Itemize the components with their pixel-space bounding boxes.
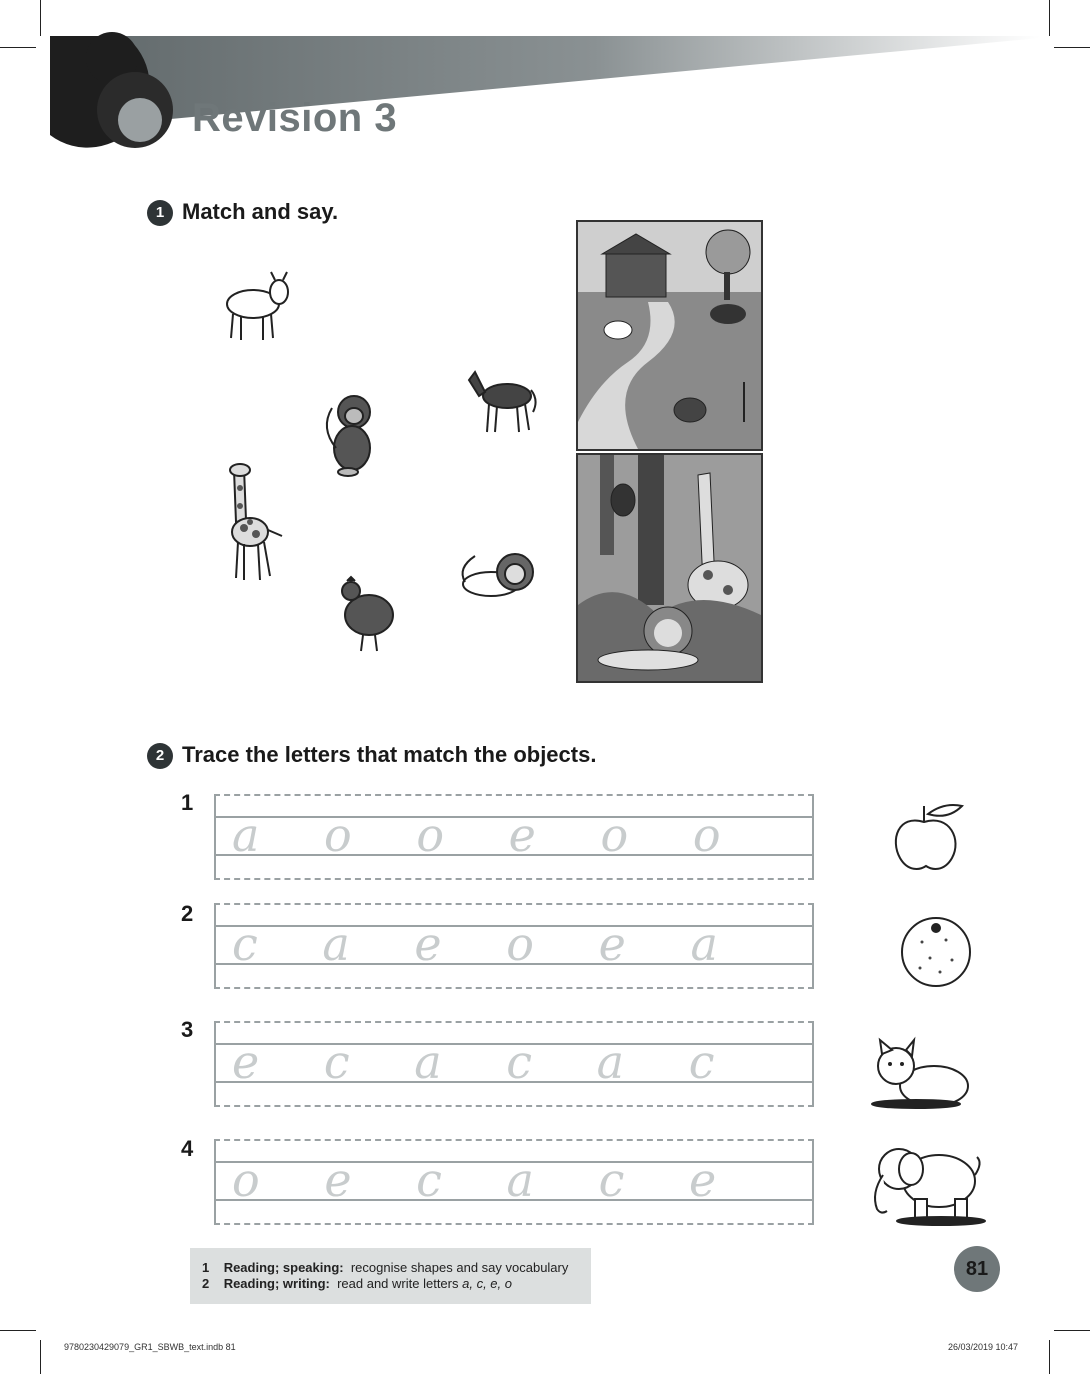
header-banner bbox=[0, 0, 1090, 160]
jungle-scene-panel bbox=[576, 453, 763, 683]
trace-letters[interactable]: c a e o e a bbox=[232, 917, 738, 971]
cat-icon bbox=[866, 1036, 976, 1112]
note-label: Reading; speaking: bbox=[223, 1260, 344, 1275]
exercise-2-instruction: Trace the letters that match the objects. bbox=[182, 742, 597, 767]
tracing-lines bbox=[214, 794, 814, 880]
note-label: Reading; writing: bbox=[223, 1276, 330, 1291]
apple-icon bbox=[888, 800, 968, 875]
row-number: 4 bbox=[181, 1136, 194, 1161]
tracing-lines bbox=[214, 1139, 814, 1225]
row-number: 1 bbox=[181, 790, 194, 815]
giraffe-icon bbox=[216, 460, 288, 585]
note-text: recognise shapes and say vocabulary bbox=[350, 1260, 569, 1275]
exercise-2-badge: 2 bbox=[147, 743, 173, 769]
exercise-1-badge: 1 bbox=[147, 200, 173, 226]
teacher-notes bbox=[190, 1248, 591, 1304]
trace-letters[interactable]: o e c a c e bbox=[232, 1153, 737, 1207]
note-letters: a, c, e, o bbox=[462, 1276, 512, 1291]
farm-scene-panel bbox=[576, 220, 763, 451]
goat-icon bbox=[215, 270, 295, 345]
lion-icon bbox=[455, 548, 540, 603]
tracing-lines bbox=[214, 1021, 814, 1107]
note-line-2 bbox=[202, 1276, 512, 1291]
note-text: read and write letters bbox=[337, 1276, 463, 1291]
note-number: 2 bbox=[202, 1276, 210, 1291]
trace-letters[interactable]: e c a c a c bbox=[232, 1035, 735, 1089]
monkey-icon bbox=[318, 388, 380, 478]
elephant-icon bbox=[863, 1143, 988, 1228]
exercise-1-instruction: Match and say. bbox=[182, 199, 339, 224]
slug-date: 26/03/2019 10:47 bbox=[948, 1342, 1019, 1352]
orange-icon bbox=[896, 912, 978, 992]
horse-icon bbox=[465, 360, 540, 438]
note-line-1 bbox=[202, 1260, 568, 1275]
page-title: Revision 3 bbox=[192, 96, 398, 140]
trace-letters[interactable]: a o o e o o bbox=[232, 808, 741, 862]
hen-icon bbox=[335, 575, 400, 657]
slug-file: 9780230429079_GR1_SBWB_text.indb 81 bbox=[64, 1342, 236, 1352]
farm-scene-icon bbox=[578, 222, 761, 449]
tracing-lines bbox=[214, 903, 814, 989]
row-number: 2 bbox=[181, 901, 194, 926]
note-number: 1 bbox=[202, 1260, 210, 1275]
jungle-scene-icon bbox=[578, 455, 761, 681]
page-number: 81 bbox=[954, 1246, 1000, 1292]
row-number: 3 bbox=[181, 1017, 194, 1042]
